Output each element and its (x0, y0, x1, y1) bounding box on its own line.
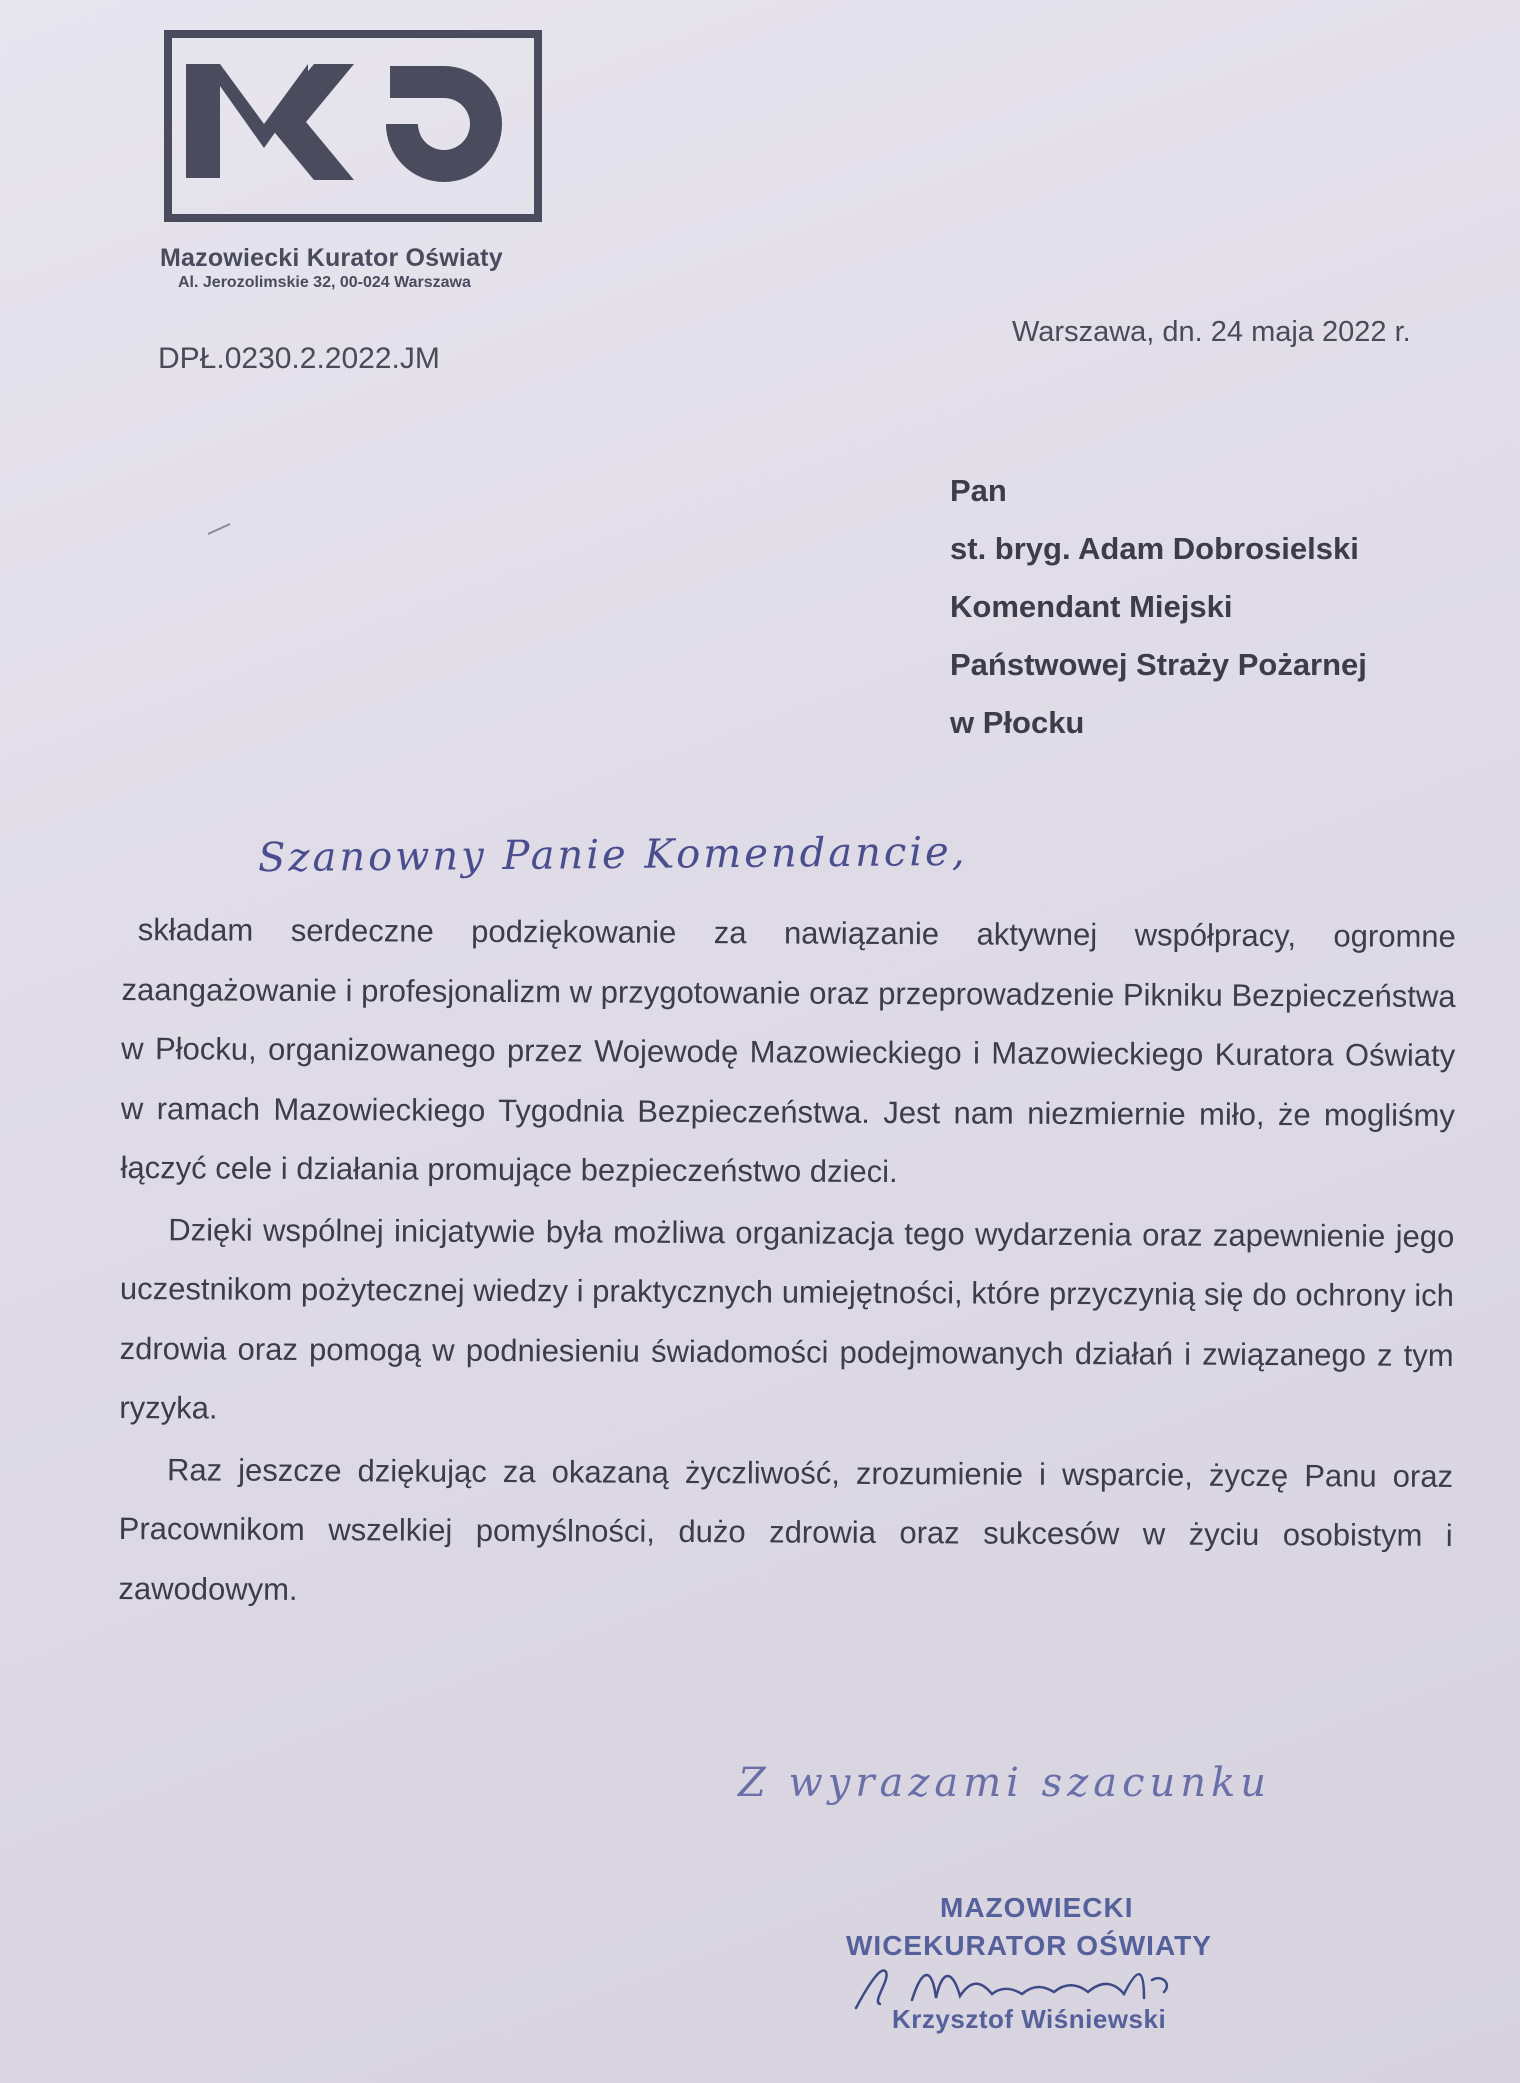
body-paragraph: Raz jeszcze dziękując za okazaną życzliwość, zrozumienie i wsparcie, życzę Panu oraz Pracownikom wszelkiej pomyślności, dużo zdrowia oraz sukcesów w życiu osobistym i zawodowym. (118, 1451, 1454, 1607)
org-address: Al. Jerozolimskie 32, 00-024 Warszawa (178, 274, 471, 291)
body-paragraph: składam serdeczne podziękowanie za nawiązanie aktywnej współpracy, ogromne zaangażowanie i profesjonalizm w przygotowanie oraz przeprowadzenie Pikniku Bezpieczeństwa w Płocku, organizowanego przez Wojewodę Mazowieckiego i Mazowieckiego Kuratora Oświaty w ramach Mazowieckiego Tygodnia Bezpieczeństwa. Jest nam niezmiernie miło, że mogliśmy łączyć cele i działania promujące bezpieczeństwo dzieci. (120, 912, 1456, 1190)
recipient-line: Komendant Miejski (950, 589, 1233, 624)
mko-logo (164, 30, 542, 222)
recipient-line: w Płocku (950, 705, 1085, 740)
recipient-line: Pan (950, 473, 1007, 508)
letter-date: Warszawa, dn. 24 maja 2022 r. (1012, 316, 1411, 348)
org-name: Mazowiecki Kurator Oświaty (160, 244, 503, 272)
stamp-title-line2: WICEKURATOR OŚWIATY (846, 1930, 1212, 1961)
stamp-title-line1: MAZOWIECKI (940, 1892, 1134, 1923)
reference-number: DPŁ.0230.2.2022.JM (158, 342, 440, 375)
recipient-block (950, 462, 1470, 752)
pen-mark (206, 522, 232, 536)
handwritten-closing: Z wyrazami szacunku (738, 1760, 1272, 1806)
mko-logo-mark (186, 52, 532, 212)
handwritten-salutation: Szanowny Panie Komendancie, (257, 828, 968, 882)
body-paragraph: Dzięki wspólnej inicjatywie była możliwa organizacja tego wydarzenia oraz zapewnienie jego uczestnikom pożytecznej wiedzy i praktycznych umiejętności, które przyczynią się do ochrony ich zdrowia oraz pomogą w podniesieniu świadomości podejmowanych działań i związanego z tym ryzyka. (119, 1211, 1455, 1426)
stamp-signatory-name: Krzysztof Wiśniewski (892, 2004, 1167, 2034)
letter-body (118, 900, 1456, 1625)
recipient-line: st. bryg. Adam Dobrosielski (950, 531, 1359, 566)
recipient-line: Państwowej Straży Pożarnej (950, 647, 1367, 682)
